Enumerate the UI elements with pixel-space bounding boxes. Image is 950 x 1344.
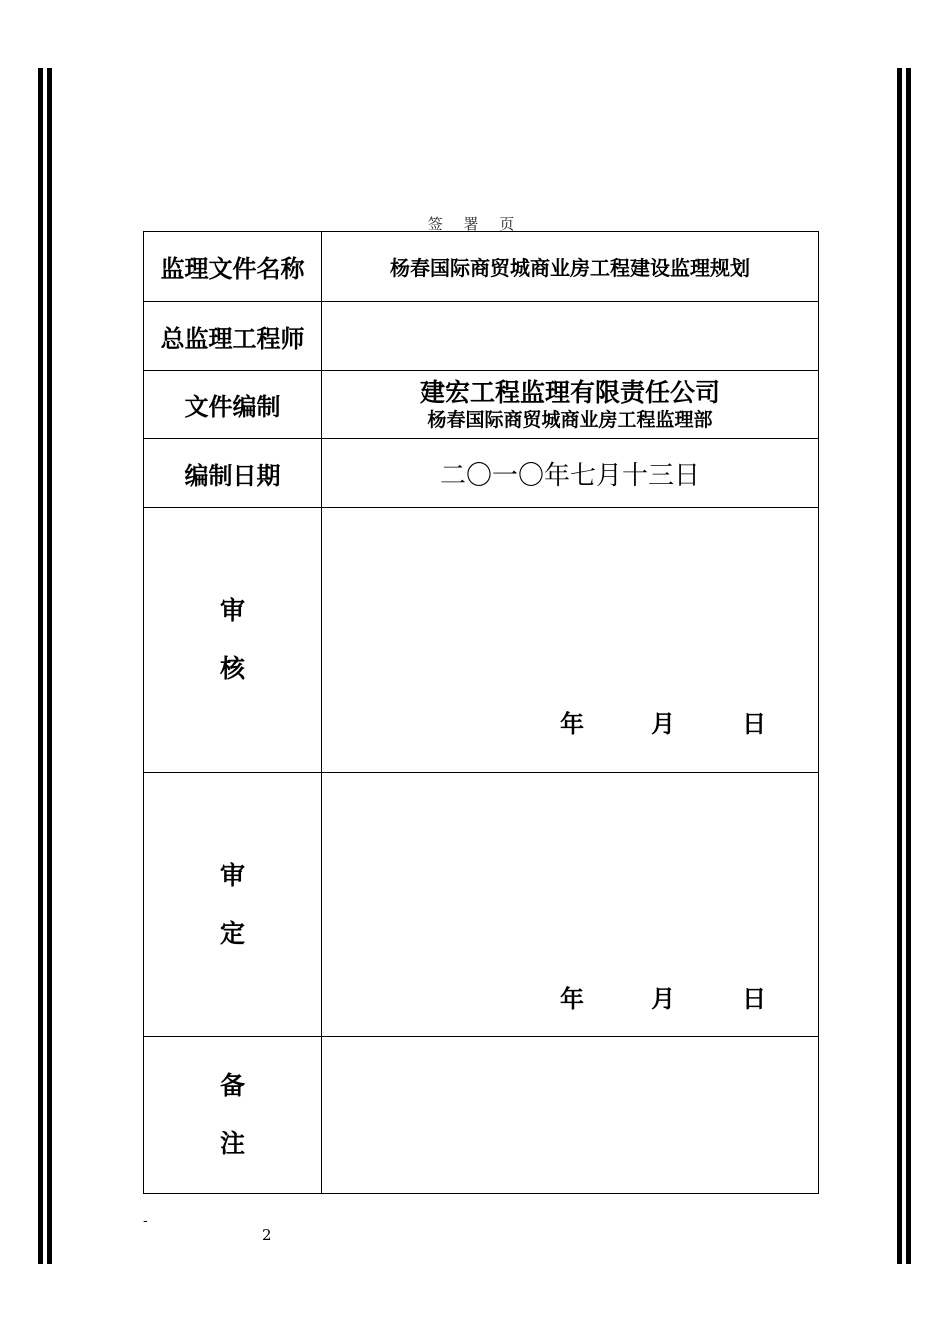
right-border-inner (897, 68, 902, 1264)
approve-label (144, 773, 322, 1037)
review-date: 年 月 日 (560, 710, 767, 738)
compiled-by-value (322, 371, 819, 439)
approve-label-bottom: 定 (219, 918, 245, 948)
table-row-review (144, 508, 819, 773)
department-name: 杨春国际商贸城商业房工程监理部 (427, 408, 713, 431)
remarks-label-bottom: 注 (219, 1129, 245, 1158)
page-title: 签 署 页 (427, 215, 523, 233)
compile-date-label: 编制日期 (144, 439, 322, 508)
left-border-outer (38, 68, 43, 1264)
company-name: 建宏工程监理有限责任公司 (419, 377, 720, 407)
table-row-remarks (144, 1037, 819, 1194)
approve-label-top: 审 (219, 860, 245, 890)
review-signature-area (322, 508, 819, 773)
document-name-value: 杨春国际商贸城商业房工程建设监理规划 (322, 232, 819, 302)
remarks-label-top: 备 (219, 1071, 245, 1100)
page-number: 2 (262, 1226, 272, 1244)
table-row-compile-date (144, 439, 819, 508)
table-row-compiled-by (144, 371, 819, 439)
table-row-document-name (144, 232, 819, 302)
document-name-label: 监理文件名称 (144, 232, 322, 302)
review-label (144, 508, 322, 773)
review-label-top: 审 (219, 596, 245, 625)
footer-dash: - (143, 1214, 148, 1229)
table-row-chief-engineer (144, 302, 819, 371)
compile-date-value: 二〇一〇年七月十三日 (322, 439, 819, 508)
approve-date: 年 月 日 (560, 985, 767, 1013)
signature-table (143, 231, 819, 1194)
review-label-bottom: 核 (219, 654, 245, 683)
right-border-outer (906, 68, 911, 1264)
chief-engineer-value (322, 302, 819, 371)
compiled-by-label: 文件编制 (144, 371, 322, 439)
approve-signature-area (322, 773, 819, 1037)
remarks-label (144, 1037, 322, 1194)
remarks-value (322, 1037, 819, 1194)
table-row-approve (144, 773, 819, 1037)
chief-engineer-label: 总监理工程师 (144, 302, 322, 371)
left-border-inner (47, 68, 52, 1264)
